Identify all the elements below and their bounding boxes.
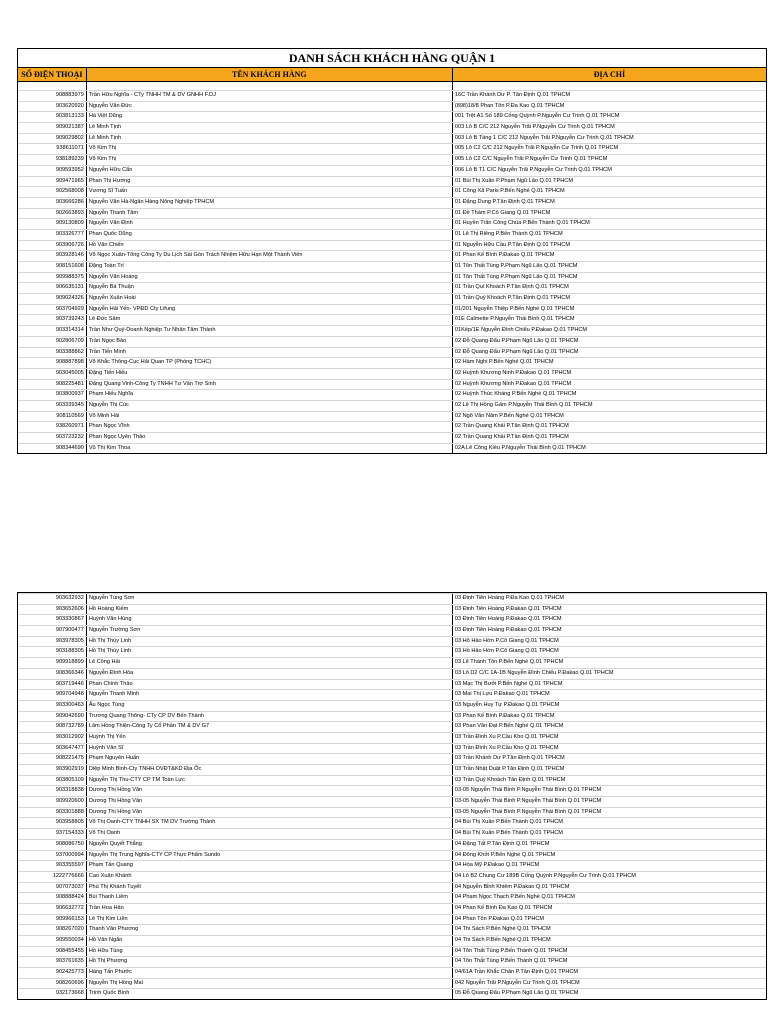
table-row xyxy=(18,700,766,711)
table-row xyxy=(18,133,766,144)
table-row xyxy=(18,165,766,176)
phone-cell: 903739243 xyxy=(18,315,87,325)
phone-cell: 909021387 xyxy=(18,123,87,133)
phone-cell: 908344690 xyxy=(18,444,87,454)
table-row xyxy=(18,903,766,914)
name-cell: Nguyễn Hữu Cẩn xyxy=(87,166,453,176)
table-row xyxy=(18,614,766,625)
table-row xyxy=(18,679,766,690)
table-row xyxy=(18,379,766,390)
address-cell: 03 Trần Đình Xu P.Cầu Kho Q.01 TPHCM xyxy=(454,733,559,740)
customer-table-body xyxy=(17,592,767,1000)
address-cell: 03 Lô D2 C/C 1A-1B Nguyễn Đình Chiểu P.Đakao Q.01 TPHCM xyxy=(454,669,614,676)
phone-cell: 909988375 xyxy=(18,273,87,283)
name-cell: Phạm Nguyên Huấn xyxy=(87,754,453,764)
table-row xyxy=(18,400,766,411)
name-cell: Bùi Thanh Liêm xyxy=(87,893,453,903)
phone-cell: 903928146 xyxy=(18,251,87,261)
name-cell: Phan Chính Thảo xyxy=(87,680,453,690)
name-cell: Đặng Toàn Trí xyxy=(87,262,453,272)
customer-sheet-part-1 xyxy=(17,48,767,454)
name-cell: Dương Thị Hồng Vân xyxy=(87,786,453,796)
phone-cell: 908888424 xyxy=(18,893,87,903)
phone-cell: 908883979 xyxy=(18,91,87,101)
table-row xyxy=(18,197,766,208)
phone-cell: 903666286 xyxy=(18,198,87,208)
address-cell: 01 Đặng Dung P.Tân Định Q.01 TPHCM xyxy=(454,198,555,205)
table-row xyxy=(18,272,766,283)
address-cell: 04 Phan Kế Bính Đa Kao Q.01 TPHCM xyxy=(454,904,553,911)
table-row xyxy=(18,111,766,122)
table-row xyxy=(18,336,766,347)
address-cell: 005 Lô C2 C/C Nguyễn Trãi P.Nguyễn Cư Trinh Q.01 TPHCM xyxy=(454,156,608,163)
phone-cell: 903719446 xyxy=(18,680,87,690)
phone-cell: 906635131 xyxy=(18,283,87,293)
name-cell: Trần Như Quý-Doanh Nghiệp Tư Nhân Tâm Thành xyxy=(87,326,453,336)
phone-cell: 937000994 xyxy=(18,851,87,861)
phone-cell: 909471965 xyxy=(18,177,87,187)
table-row xyxy=(18,935,766,946)
header-address: ĐỊA CHỈ xyxy=(593,70,626,79)
table-row xyxy=(18,796,766,807)
phone-cell: 903632932 xyxy=(18,594,87,604)
name-cell: Lâm Hồng Thiện-Công Ty Cổ Phần TM & DV G7 xyxy=(87,722,453,732)
phone-cell: 909024326 xyxy=(18,294,87,304)
address-cell: 03 Lê Thánh Tôn P.Bến Nghé Q.01 TPHCM xyxy=(454,659,564,666)
phone-cell: 938611071 xyxy=(18,144,87,154)
address-cell: 01 Trần Quý Khoách P.Tân Định Q.01 TPHCM xyxy=(454,295,570,302)
phone-cell: 909042690 xyxy=(18,712,87,722)
table-row xyxy=(18,282,766,293)
address-cell: 01 Bùi Thị Xuân P.Phạm Ngũ Lão Q.01 TPHCM xyxy=(454,177,573,184)
table-row xyxy=(18,421,766,432)
name-cell: Nguyễn Hải Yến- VPĐD Cty Lifung xyxy=(87,305,453,315)
address-cell: 02 Đỗ Quang Đẩu P.Phạm Ngũ Lão Q.01 TPHCM xyxy=(454,348,579,355)
name-cell: Hồ Văn Ngân xyxy=(87,936,453,946)
table-row xyxy=(18,347,766,358)
table-row xyxy=(18,143,766,154)
phone-cell: 903761635 xyxy=(18,957,87,967)
table-row xyxy=(18,101,766,112)
address-cell: 02 Huỳnh Khương Ninh P.Đakao Q.01 TPHCM xyxy=(454,369,572,376)
phone-cell: 902663893 xyxy=(18,209,87,219)
address-cell: 01/201 Nguyễn Thiệp P.Bến Nghé Q.01 TPHCM xyxy=(454,305,575,312)
phone-cell: 903800937 xyxy=(18,390,87,400)
address-cell: 04 Bùi Thị Xuân P.Bến Thành Q.01 TPHCM xyxy=(454,830,563,837)
phone-cell: 909920600 xyxy=(18,797,87,807)
phone-cell: 938260971 xyxy=(18,422,87,432)
address-cell: 04 Phạm Ngọc Thạch P.Bến Nghé Q.01 TPHCM xyxy=(454,894,575,901)
phone-cell: 937154333 xyxy=(18,829,87,839)
address-cell: 02 Lê Thị Hồng Gấm P.Nguyễn Thái Bình Q.01 TPHCM xyxy=(454,401,593,408)
table-row xyxy=(18,753,766,764)
name-cell: Hàng Tấn Phước xyxy=(87,968,453,978)
phone-cell: 932173668 xyxy=(18,989,87,999)
name-cell: Lê Đức Sâm xyxy=(87,315,453,325)
name-cell: Nguyễn Thị Hồng Mai xyxy=(87,979,453,989)
address-cell: 03 Đinh Tiên Hoàng P.Đa Kao Q.01 TPHCM xyxy=(454,595,565,601)
phone-cell: 908110569 xyxy=(18,412,87,422)
table-row xyxy=(18,967,766,978)
name-cell: Hà Việt Dũng xyxy=(87,112,453,122)
phone-cell: 903330867 xyxy=(18,615,87,625)
name-cell: Hồ Thị Thùy Linh xyxy=(87,637,453,647)
phone-cell: 909966153 xyxy=(18,915,87,925)
table-row xyxy=(18,208,766,219)
phone-cell: 902568008 xyxy=(18,187,87,197)
address-cell: 03-05 Nguyễn Thái Bình P.Nguyễn Thái Bình Q.01 TPHCM xyxy=(454,798,602,805)
address-cell: 02 Ngô Văn Năm P.Bến Nghé Q.01 TPHCM xyxy=(454,412,564,419)
name-cell: Võ Ngọc Xuân-Tổng Công Ty Du Lịch Sài Gòn Trách Nhiệm Hữu Hạn Một Thành Viên xyxy=(87,251,453,261)
phone-cell: 902425773 xyxy=(18,968,87,978)
phone-cell: 902806709 xyxy=(18,337,87,347)
address-cell: 005 Lô C2 C/C 212 Nguyễn Trãi P.Nguyễn Cư Trinh Q.01 TPHCM xyxy=(454,145,619,152)
name-cell: Hồ Hoàng Kiếm xyxy=(87,605,453,615)
name-cell: Nguyễn Văn Hoàng xyxy=(87,273,453,283)
phone-cell: 908732789 xyxy=(18,722,87,732)
name-cell: Trần Hữu Nghĩa - CTy TNHH TM & DV GNHH F.DJ xyxy=(87,91,453,101)
table-row xyxy=(18,293,766,304)
table-row xyxy=(18,357,766,368)
table-row xyxy=(18,229,766,240)
name-cell: Nguyễn Thị Cúc xyxy=(87,401,453,411)
phone-cell: 908225481 xyxy=(18,380,87,390)
address-cell: 04 Đông Khởi P.Bến Nghé Q.01 TPHCM xyxy=(454,851,556,858)
address-cell: 03 Phan Văn Đạt P.Bến Nghé Q.01 TPHCM xyxy=(454,723,564,730)
phone-cell: 908086750 xyxy=(18,840,87,850)
customer-sheet-part-2 xyxy=(17,592,767,1000)
table-row xyxy=(18,924,766,935)
table-row xyxy=(18,304,766,315)
address-cell: 04 Tôn Thất Tùng P.Bến Thành Q.01 TPHCM xyxy=(454,958,568,965)
phone-cell: 909130809 xyxy=(18,219,87,229)
table-row xyxy=(18,593,766,604)
name-cell: Võ Minh Hải xyxy=(87,412,453,422)
header-name: TÊN KHÁCH HÀNG xyxy=(87,68,453,81)
table-row xyxy=(18,432,766,443)
address-cell: 003 Lô B C/C 212 Nguyễn Trãi P.Nguyễn Cư Trinh Q.01 TPHCM xyxy=(454,124,615,131)
name-cell: Huỳnh Thị Yến xyxy=(87,733,453,743)
table-row xyxy=(18,625,766,636)
phone-cell: 903723232 xyxy=(18,433,87,443)
address-cell: 01 Công Xã Paris P.Bến Nghé Q.01 TPHCM xyxy=(454,188,565,195)
phone-cell: 903300463 xyxy=(18,701,87,711)
phone-cell: 903355597 xyxy=(18,861,87,871)
name-cell: Nguyễn Thanh Minh xyxy=(87,690,453,700)
name-cell: Phạm Hiếu Nghĩa xyxy=(87,390,453,400)
name-cell: Võ Thị Oanh-CTY TNHH SX TM DV Trường Thành xyxy=(87,818,453,828)
name-cell: Võ Khắc Thông-Cục Hải Quan TP (Phòng TCHC) xyxy=(87,358,453,368)
address-cell: 03-05 Nguyễn Thái Bình P.Nguyễn Thái Bình Q.01 TPHCM xyxy=(454,808,602,815)
name-cell: Trương Quang Thông- CTy CP DV Bến Thành xyxy=(87,712,453,722)
name-cell: Nguyễn Bá Thuận xyxy=(87,283,453,293)
phone-cell: 903318838 xyxy=(18,786,87,796)
name-cell: Lê Thị Kim Liên xyxy=(87,915,453,925)
table-row xyxy=(18,743,766,754)
address-cell: 04 Đặng Tất P.Tân Định Q.01 TPHCM xyxy=(454,840,550,847)
address-cell: 01 Huyền Trân Công Chúa P.Bến Thành Q.01 TPHCM xyxy=(454,220,590,227)
table-row xyxy=(18,764,766,775)
phone-cell: 903326777 xyxy=(18,230,87,240)
table-row xyxy=(18,154,766,165)
address-cell: 02 Trần Quang Khải P.Tân Định Q.01 TPHCM xyxy=(454,434,569,440)
address-cell: 04/61A Trần Khắc Chân P.Tân Định Q.01 TPHCM xyxy=(454,969,579,976)
address-cell: 03 Hồ Hảo Hớn P.Cô Giang Q.01 TPHCM xyxy=(454,648,559,655)
address-cell: 04 Hòa Mỹ P.Đakao Q.01 TPHCM xyxy=(454,862,540,869)
phone-cell: 903652606 xyxy=(18,605,87,615)
address-cell: 01 Tôn Thất Tùng P.Phạm Ngũ Lão Q.01 TPHCM xyxy=(454,273,578,280)
table-row xyxy=(18,850,766,861)
address-cell: 003 Lô B Tầng 1 C/C 212 Nguyễn Trãi P.Nguyễn Cư Trinh Q.01 TPHCM xyxy=(454,134,634,141)
phone-cell: 903902919 xyxy=(18,765,87,775)
address-cell: 02 Huỳnh Khương Ninh P.Đakao Q.01 TPHCM xyxy=(454,380,572,387)
table-row xyxy=(18,807,766,818)
name-cell: Vương Sĩ Tuấn xyxy=(87,187,453,197)
name-cell: Phan Ngọc Uyên Thảo xyxy=(87,433,453,443)
address-cell: 04 Tôn Thất Tùng P.Bến Thành Q.01 TPHCM xyxy=(454,947,568,954)
name-cell: Võ Thị Oanh xyxy=(87,829,453,839)
name-cell: Thanh Văn Phương xyxy=(87,925,453,935)
address-cell: 04 Nguyễn Bỉnh Khiêm P.Đakao Q.01 TPHCM xyxy=(454,883,570,890)
table-row xyxy=(18,828,766,839)
address-cell: 03 Phan Kế Bính P.Đakao Q.01 TPHCM xyxy=(454,712,555,719)
address-cell: 04 Lô B2 Chung Cư 189B Cống Quỳnh P.Nguyễn Cư Trinh Q.01 TPHCM xyxy=(454,872,636,879)
address-cell: 04 Phan Tôn P.Đakao Q.01 TPHCM xyxy=(454,915,545,922)
table-row xyxy=(18,871,766,882)
phone-cell: 938189239 xyxy=(18,155,87,165)
phone-cell: 908260696 xyxy=(18,979,87,989)
phone-cell: 903012902 xyxy=(18,733,87,743)
phone-cell: 908151608 xyxy=(18,262,87,272)
address-cell: 16C Trần Khánh Dư P. Tân Định Q.01 TPHCM xyxy=(454,92,571,98)
phone-cell: 903301888 xyxy=(18,808,87,818)
table-row xyxy=(18,860,766,871)
address-cell: 02 Hàm Nghi P.Bến Nghé Q.01 TPHCM xyxy=(454,359,554,366)
table-row xyxy=(18,978,766,989)
table-row xyxy=(18,892,766,903)
address-cell: 001 Trệt A1 Số 189 Cống Quỳnh P.Nguyễn Cư Trinh Q.01 TPHCM xyxy=(454,113,620,120)
address-cell: 04 Thi Sách P.Bến Nghé Q.01 TPHCM xyxy=(454,937,551,943)
phone-cell: 903805109 xyxy=(18,776,87,786)
name-cell: Trần Hoa Hân xyxy=(87,904,453,914)
phone-cell: 903704929 xyxy=(18,305,87,315)
name-cell: Trần Ngọc Bảo xyxy=(87,337,453,347)
address-cell: 006 Lô B T1 C/C Nguyễn Trãi P.Nguyễn Cư Trinh Q.01 TPHCM xyxy=(454,166,612,173)
address-cell: 042 Nguyễn Trãi P.Nguyễn Cư Trinh Q.01 TPHCM xyxy=(454,979,580,986)
table-row xyxy=(18,636,766,647)
name-cell: Âu Ngọc Tùng xyxy=(87,701,453,711)
table-row xyxy=(18,646,766,657)
table-row xyxy=(18,785,766,796)
table-row xyxy=(18,604,766,615)
phone-cell: 903958805 xyxy=(18,818,87,828)
address-cell: (898)18/8 Phan Tôn P.Đa Kao Q.01 TPHCM xyxy=(454,102,565,109)
address-cell: 01 Trần Quí Khoách P.Tân Định Q.01 TPHCM xyxy=(454,284,569,291)
name-cell: Trịnh Quốc Bình xyxy=(87,989,453,999)
phone-cell: 909704948 xyxy=(18,690,87,700)
table-row xyxy=(18,732,766,743)
name-cell: Hồ Thị Thùy Linh xyxy=(87,647,453,657)
address-cell: 03 Trần Quý Khoách Tân Định Q.01 TPHCM xyxy=(454,776,566,783)
table-row xyxy=(18,711,766,722)
address-cell: 03 Đinh Tiên Hoàng P.Đakao Q.01 TPHCM xyxy=(454,605,562,612)
name-cell: Trần Tiến Minh xyxy=(87,348,453,358)
phone-cell: 908455455 xyxy=(18,947,87,957)
name-cell: Nguyễn Quyết Thắng xyxy=(87,840,453,850)
table-row xyxy=(18,914,766,925)
table-row xyxy=(18,668,766,679)
table-row xyxy=(18,389,766,400)
table-row xyxy=(18,882,766,893)
phone-cell: 903045005 xyxy=(18,369,87,379)
name-cell: Vũ Thị Kim Thoa xyxy=(87,444,453,454)
address-cell: 01 Nguyễn Hữu Cầu P.Tân Định Q.01 TPHCM xyxy=(454,241,571,248)
table-row xyxy=(18,261,766,272)
table-row xyxy=(18,250,766,261)
name-cell: Huỳnh Văn Sĩ xyxy=(87,744,453,754)
phone-cell: 903978305 xyxy=(18,637,87,647)
address-cell: 03 Nguyễn Huy Tự P.Đakao Q.01 TPHCM xyxy=(454,701,560,708)
name-cell: Hồ Thị Phượng xyxy=(87,957,453,967)
address-cell: 01 Phan Kế Bính P.Đakao Q.01 TPHCM xyxy=(454,252,555,259)
name-cell: Nguyễn Văn Định xyxy=(87,219,453,229)
name-cell: Nguyễn Thị Trung Nghĩa-CTY CP Thực Phẩm Sundo xyxy=(87,851,453,861)
name-cell: Huỳnh Văn Hùng xyxy=(87,615,453,625)
name-cell: Diệp Minh Bình-Cty TNHH DVĐT&KD Địa Ốc xyxy=(87,765,453,775)
phone-cell: 909550034 xyxy=(18,936,87,946)
name-cell: Đặng Quang Vinh-Công Ty TNHH Tư Vấn Trợ Sinh xyxy=(87,380,453,390)
page-title: DANH SÁCH KHÁCH HÀNG QUẬN 1 xyxy=(17,48,767,67)
phone-cell: 903647477 xyxy=(18,744,87,754)
phone-cell: 907900477 xyxy=(18,626,87,636)
address-cell: 04 Thi Sách P.Bến Nghé Q.01 TPHCM xyxy=(454,926,551,933)
address-cell: 02 Trần Quang Khải P.Tân Định Q.01 TPHCM xyxy=(454,423,569,430)
address-cell: 03 Đinh Tiên Hoàng P.Đakao Q.01 TPHCM xyxy=(454,627,562,634)
phone-cell: 909029802 xyxy=(18,134,87,144)
phone-cell: 909918899 xyxy=(18,658,87,668)
table-row xyxy=(18,314,766,325)
name-cell: Hồ Hữu Tùng xyxy=(87,947,453,957)
name-cell: Lê Công Hải xyxy=(87,658,453,668)
table-row xyxy=(18,368,766,379)
table-row xyxy=(18,411,766,422)
name-cell: Lê Minh Tịnh xyxy=(87,123,453,133)
name-cell: Nguyễn Thị Thu-CTY CP TM Toàn Lực xyxy=(87,776,453,786)
table-row xyxy=(18,176,766,187)
table-row xyxy=(18,689,766,700)
address-cell: 03 Trần Đình Xu P.Cầu Kho Q.01 TPHCM xyxy=(454,744,559,751)
phone-cell: 903620920 xyxy=(18,102,87,112)
address-cell: 01Kép/1E Nguyễn Đình Chiểu P.Đakao Q.01 TPHCM xyxy=(454,327,588,334)
phone-cell: 907073037 xyxy=(18,883,87,893)
phone-cell: 908221475 xyxy=(18,754,87,764)
name-cell: Nguyễn Văn Đức xyxy=(87,102,453,112)
header-phone: SỐ ĐIỆN THOẠI xyxy=(18,68,87,81)
table-row xyxy=(18,775,766,786)
address-cell: 03 Hồ Hảo Hớn P.Cô Giang Q.01 TPHCM xyxy=(454,637,559,644)
table-row xyxy=(18,90,766,101)
table-row xyxy=(18,186,766,197)
table-row xyxy=(18,817,766,828)
table-header xyxy=(17,67,767,82)
name-cell: Võ Kim Thị xyxy=(87,144,453,154)
table-row xyxy=(18,218,766,229)
address-cell: 03 Mạc Thị Bưởi P.Bến Nghé Q.01 TPHCM xyxy=(454,680,563,687)
table-row xyxy=(18,657,766,668)
phone-cell: 903314314 xyxy=(18,326,87,336)
name-cell: Dương Thị Hồng Vân xyxy=(87,797,453,807)
address-cell: 02 Đỗ Quang Đẩu P.Phạm Ngũ Lão Q.01 TPHCM xyxy=(454,337,579,344)
name-cell: Nguyễn Văn Hà-Ngân Hàng Nông Nghiệp TPHCM xyxy=(87,198,453,208)
address-cell: 02A Lê Công Kiều P.Nguyễn Thái Bình Q.01 TPHCM xyxy=(454,444,586,451)
phone-cell: 908887898 xyxy=(18,358,87,368)
name-cell: Dương Thị Hồng Vân xyxy=(87,808,453,818)
address-cell: 03 Đinh Tiên Hoàng P.Đakao Q.01 TPHCM xyxy=(454,616,562,623)
table-row xyxy=(18,956,766,967)
name-cell: Phan Quốc Dũng xyxy=(87,230,453,240)
name-cell: Nguyễn Xuân Hoài xyxy=(87,294,453,304)
phone-cell: 908366346 xyxy=(18,669,87,679)
table-row xyxy=(18,240,766,251)
phone-cell: 903339345 xyxy=(18,401,87,411)
name-cell: Phạm Tấn Quang xyxy=(87,861,453,871)
address-cell: 01E Calmette P.Nguyễn Thái Bình Q.01 TPHCM xyxy=(454,316,575,323)
phone-cell: 906632772 xyxy=(18,904,87,914)
address-cell: 02 Huỳnh Thúc Kháng P.Bến Nghé Q.01 TPHCM xyxy=(454,391,577,398)
address-cell: 05 Đỗ Quang Đẩu P.Phạm Ngũ Lão Q.01 TPHCM xyxy=(454,990,579,997)
table-row xyxy=(18,839,766,850)
table-row xyxy=(18,325,766,336)
address-cell: 01 Đề Thám P.Cô Giang Q.01 TPHCM xyxy=(454,209,551,216)
phone-cell: 903906726 xyxy=(18,241,87,251)
name-cell: Võ Kim Thị xyxy=(87,155,453,165)
table-row xyxy=(18,122,766,133)
address-cell: 01 Tôn Thất Tùng P.Phạm Ngũ Lão Q.01 TPHCM xyxy=(454,263,578,269)
name-cell: Đặng Tiến Hiếu xyxy=(87,369,453,379)
name-cell: Nguyễn Tùng Sơn xyxy=(87,594,453,604)
name-cell: Nguyễn Thanh Tâm xyxy=(87,209,453,219)
phone-cell: 908267020 xyxy=(18,925,87,935)
phone-cell: 909593952 xyxy=(18,166,87,176)
name-cell: Phú Thị Khánh Tuyết xyxy=(87,883,453,893)
name-cell: Nguyễn Trường Sơn xyxy=(87,626,453,636)
phone-cell: 903388862 xyxy=(18,348,87,358)
address-cell: 03 Trần Nhật Duật P.Tân Định Q.01 TPHCM xyxy=(454,766,565,772)
address-cell: 03 Mai Thị Lựu P.Đakao Q.01 TPHCM xyxy=(454,691,550,698)
name-cell: Cao Xuân Khánh xyxy=(87,872,453,882)
phone-cell: 903813133 xyxy=(18,112,87,122)
phone-cell: 903188305 xyxy=(18,647,87,657)
table-row xyxy=(18,721,766,732)
name-cell: Phan Thị Hương xyxy=(87,177,453,187)
name-cell: Nguyễn Đình Hòa xyxy=(87,669,453,679)
address-cell: 04 Bùi Thị Xuân P.Bến Thành Q.01 TPHCM xyxy=(454,819,563,826)
table-row xyxy=(18,988,766,999)
address-cell: 03 Trần Khánh Dư P.Tân Định Q.01 TPHCM xyxy=(454,755,565,762)
name-cell: Hồ Văn Chiến xyxy=(87,241,453,251)
blank-row xyxy=(17,82,767,90)
table-row xyxy=(18,443,766,454)
customer-table-body xyxy=(17,90,767,454)
name-cell: Lê Minh Tịnh xyxy=(87,134,453,144)
name-cell: Phan Ngọc Vĩnh xyxy=(87,422,453,432)
address-cell: 01 Lê Thị Riêng P.Bến Thành Q.01 TPHCM xyxy=(454,230,563,237)
table-row xyxy=(18,946,766,957)
address-cell: 03-05 Nguyễn Thái Bình P.Nguyễn Thái Bình Q.01 TPHCM xyxy=(454,787,602,794)
phone-cell: 1222776666 xyxy=(18,872,87,882)
